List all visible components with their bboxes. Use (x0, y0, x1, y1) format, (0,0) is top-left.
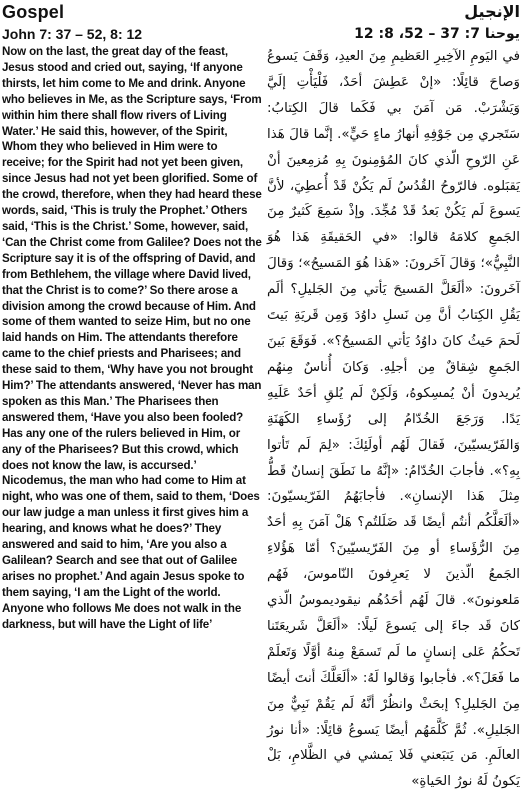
header (2, 2, 520, 44)
english-reading-column: Now on the last, the great day of the feast, Jesus stood and cried out, saying, ‘If anyone thirsts, let him come to Me and drink. Anyone who believes in Me, as the Scripture says, ‘From within him there shall flow rivers of Living Water.’ He said this, however, of the Spirit, Whom they who believed in Him were to receive; for the Spirit had not yet been given, since Jesus had not yet been glorified. Some of the crowd, therefore, when they had heard these words, said, ‘This is truly the Prophet.’ Others said, ‘This is the Christ.’ Some, however, said, ‘Can the Christ come from Galilee? Does not the Scripture say it is of the offspring of David, and from Bethlehem, the village where David lived, that the Christ is to come?’ So there arose a division among the crowd because of Him. And some of them wanted to seize Him, but no one laid hands on Him. The attendants therefore came to the chief priests and Pharisees; and these said to them, ‘Why have you not brought Him?’ The attendants answered, ‘Never has man spoken as this Man.’ The Pharisees then answered them, ‘Have you also been fooled? Has any one of the rulers believed in Him, or any of the Pharisees? But this crowd, which does not know the law, is accursed.’ Nicodemus, the man who had come to Him at night, who was one of them, said to them, ‘Does our law judge a man unless it first gives him a hearing, and knows what he does?’ They answered and said to him, ‘Are you also a Galilean? Search and see that out of Galilee arises no prophet.’ And again Jesus spoke to them saying, ‘I am the Light of the world. Anyone who follows Me does not walk in the darkness, but will have the Light of life’ (2, 45, 262, 631)
page-title-arabic: الإنجيل (464, 2, 520, 21)
page-title-english: Gospel (2, 2, 65, 22)
scripture-reference-english: John 7: 37 – 52, 8: 12 (2, 26, 143, 42)
arabic-reading-column: في اليَومِ الآخِيرِ العَظيمِ مِنَ العيدِ، وَقَفَ يَسوعُ وَصاحَ قائِلًا: «إنْ عَطِشَ أحَدٌ، فَلْيَأْتِ إلَيَّ وَيَشْرَبْ. مَن آمَنَ بي فَكَما قالَ الكِتابُ: سَتَجري مِن جَوْفِهِ أنهارُ ماءٍ حَيٍّ». إنَّما قالَ هَذا عَنِ الرّوحِ الّذي كانَ المُؤمِنونَ بِهِ مُزمِعينَ أنْ يَقبَلوه. فالرّوحُ القُدُسُ لَم يَكُنْ قَدْ أُعطِيَ، لأنَّ يَسوعَ لَم يَكُنْ بَعدُ قَدْ مُجِّدَ. وإذْ سَمِعَ كَثيرٌ مِنَ الجَمعِ كلامَهُ قالوا: «في الحَقيقَةِ هَذا هُوَ النَّبِيُّ»؛ وَقالَ آخَرونَ: «هَذا هُوَ المَسيحُ»؛ وَقالَ آخَرونَ: «ألَعَلَّ المَسيحَ يَأتي مِنَ الجَليلِ؟ ألَم يَقُلِ الكِتابُ أنَّ مِن نَسلِ داوُدَ وَمِن قَريَةِ بَيتَ لَحمَ حَيثُ كانَ داوُدُ يَأتي المَسيحُ؟». فَوَقَعَ بَينَ الجَمعِ شِقاقٌ مِن أجلِهِ. وَكانَ أُناسٌ مِنهُم يُريدونَ أنْ يُمسِكوهُ، وَلَكِنْ لَم يُلقِ أحَدٌ عَلَيهِ يَدًا. وَرَجَعَ الخُدّامُ إلى رُؤَساءِ الكَهَنَةِ وَالفَرّيسيّينَ، فَقالَ لَهُم أولَئِكَ: «لِمَ لَم تَأتوا بِهِ؟». فأجابَ الخُدّامُ: «إنَّهُ ما نَطَقَ إنسانٌ قَطُّ مِثلَ هَذا الإنسانِ». فأجابَهُمُ الفَرّيسيّونَ: «ألَعَلَّكُم أنتُم أيضًا قَد ضَلَلتُم؟ هَلْ آمَنَ بِهِ أحَدٌ مِنَ الرُّؤَساءِ أو مِنَ الفَرّيسيّينَ؟ أمّا هَؤُلاءِ الجَمعُ الّذينَ لا يَعرِفونَ النّاموسَ، فَهُم مَلعونونَ». قالَ لَهُم أحَدُهُم نيقوديموسُ الّذي كانَ قَد جاءَ إلى يَسوعَ لَيلًا: «ألَعَلَّ شَريعَتَنا تَحكُمُ عَلى إنسانٍ ما لَم تَسمَعْ مِنهُ أوَّلًا وَتَعلَمْ ما فَعَلَ؟». فأجابوا وَقالوا لَهُ: «ألَعَلَّكَ أنتَ أيضًا مِنَ الجَليلِ؟ إبحَثْ وانظُرْ أنَّهُ لَم يَقُمْ نَبِيٌّ مِنَ الجَليلِ». ثُمَّ كَلَّمَهُم أيضًا يَسوعُ قائِلًا: «أنا نورُ العالَمِ. مَن يَتبَعني فَلا يَمشي في الظَّلامِ، بَلْ يَكونُ لَهُ نورُ الحَياةِ» (267, 49, 520, 790)
scripture-reference-arabic: يوحنا 7: 37 – 52، 8: 12 (354, 26, 520, 42)
